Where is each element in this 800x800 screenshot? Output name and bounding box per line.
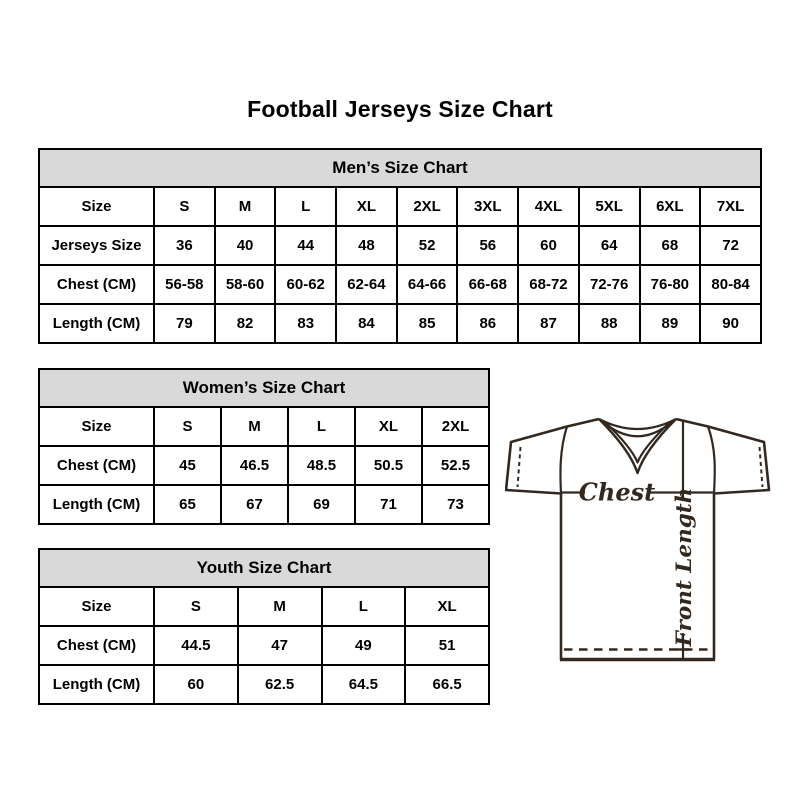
cell: 7XL [700, 187, 761, 226]
jersey-measurement-diagram [505, 398, 775, 680]
cell: 62-64 [336, 265, 397, 304]
cell: L [288, 407, 355, 446]
cell: 6XL [640, 187, 701, 226]
cell: 2XL [422, 407, 489, 446]
cell: 90 [700, 304, 761, 343]
table-title: Men’s Size Chart [39, 149, 761, 187]
row-label: Length (CM) [39, 665, 154, 704]
cell: 68 [640, 226, 701, 265]
table-row [39, 587, 489, 626]
cell: 60-62 [275, 265, 336, 304]
cell: 68-72 [518, 265, 579, 304]
cell: 52 [397, 226, 458, 265]
front-length-measure-label: Front Length [672, 487, 697, 647]
cell: 4XL [518, 187, 579, 226]
table-header-row [39, 149, 761, 187]
left-cuff-stitch-dashes [518, 447, 521, 487]
cell: 79 [154, 304, 215, 343]
cell: 56-58 [154, 265, 215, 304]
cell: 71 [355, 485, 422, 524]
cell: 52.5 [422, 446, 489, 485]
cell: 56 [457, 226, 518, 265]
cell: 5XL [579, 187, 640, 226]
cell: 80-84 [700, 265, 761, 304]
row-label: Length (CM) [39, 304, 154, 343]
row-label: Jerseys Size [39, 226, 154, 265]
cell: 67 [221, 485, 288, 524]
cell: 44 [275, 226, 336, 265]
cell: 60 [154, 665, 238, 704]
cell: 85 [397, 304, 458, 343]
cell: 58-60 [215, 265, 276, 304]
cell: L [322, 587, 406, 626]
cell: 83 [275, 304, 336, 343]
cell: M [221, 407, 288, 446]
chest-measure-label: Chest [578, 477, 656, 507]
cell: XL [336, 187, 397, 226]
row-label: Length (CM) [39, 485, 154, 524]
cell: 73 [422, 485, 489, 524]
left-armhole-seam [560, 427, 567, 494]
cell: S [154, 187, 215, 226]
cell: 64-66 [397, 265, 458, 304]
row-label: Size [39, 187, 154, 226]
cell: 45 [154, 446, 221, 485]
cell: 48 [336, 226, 397, 265]
cell: 44.5 [154, 626, 238, 665]
table-header-row [39, 549, 489, 587]
cell: 50.5 [355, 446, 422, 485]
table-row [39, 665, 489, 704]
cell: 64.5 [322, 665, 406, 704]
right-cuff-stitch-dashes [760, 447, 763, 487]
row-label: Chest (CM) [39, 265, 154, 304]
cell: 72 [700, 226, 761, 265]
size-table [38, 548, 490, 705]
cell: 65 [154, 485, 221, 524]
page-title: Football Jerseys Size Chart [247, 96, 553, 122]
cell: 69 [288, 485, 355, 524]
table-row [39, 304, 761, 343]
cell: 66.5 [405, 665, 489, 704]
cell: 62.5 [238, 665, 322, 704]
cell: L [275, 187, 336, 226]
youth-size-table [38, 548, 490, 705]
cell: 46.5 [221, 446, 288, 485]
cell: 51 [405, 626, 489, 665]
row-label: Chest (CM) [39, 626, 154, 665]
table-header-row [39, 369, 489, 407]
cell: 86 [457, 304, 518, 343]
cell: 88 [579, 304, 640, 343]
table-row [39, 226, 761, 265]
cell: 64 [579, 226, 640, 265]
table-row [39, 446, 489, 485]
size-table [38, 148, 762, 344]
table-row [39, 485, 489, 524]
cell: 72-76 [579, 265, 640, 304]
cell: 36 [154, 226, 215, 265]
cell: 49 [322, 626, 406, 665]
cell: 87 [518, 304, 579, 343]
cell: 82 [215, 304, 276, 343]
row-label: Size [39, 587, 154, 626]
cell: 84 [336, 304, 397, 343]
cell: 89 [640, 304, 701, 343]
cell: XL [355, 407, 422, 446]
womens-size-table [38, 368, 490, 525]
row-label: Chest (CM) [39, 446, 154, 485]
cell: S [154, 587, 238, 626]
table-row [39, 626, 489, 665]
cell: 48.5 [288, 446, 355, 485]
cell: XL [405, 587, 489, 626]
jersey-outline [506, 419, 769, 660]
table-row [39, 407, 489, 446]
cell: 76-80 [640, 265, 701, 304]
mens-size-table [38, 148, 762, 344]
cell: S [154, 407, 221, 446]
row-label: Size [39, 407, 154, 446]
table-title: Youth Size Chart [39, 549, 489, 587]
cell: 40 [215, 226, 276, 265]
cell: 47 [238, 626, 322, 665]
table-row [39, 187, 761, 226]
cell: 66-68 [457, 265, 518, 304]
cell: M [215, 187, 276, 226]
table-title: Women’s Size Chart [39, 369, 489, 407]
cell: M [238, 587, 322, 626]
cell: 60 [518, 226, 579, 265]
cell: 2XL [397, 187, 458, 226]
table-row [39, 265, 761, 304]
size-table [38, 368, 490, 525]
right-armhole-seam [708, 427, 715, 494]
cell: 3XL [457, 187, 518, 226]
